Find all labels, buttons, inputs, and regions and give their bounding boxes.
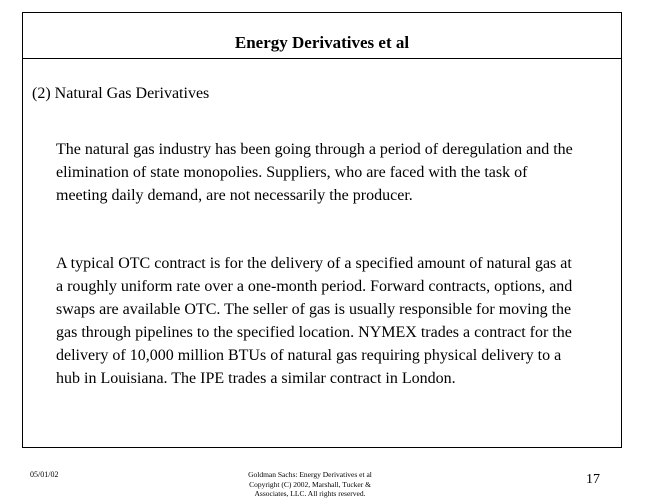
title-bar xyxy=(23,13,621,59)
paragraph-deregulation: The natural gas industry has been going through a period of deregulation and the elimination of state monopolies. Suppliers, who are faced with the task of meeting daily demand, are not necessarily the producer. xyxy=(56,141,573,204)
footer-date: 05/01/02 xyxy=(30,470,59,479)
footer-copyright-line: Associates, LLC. All rights reserved. xyxy=(254,489,366,498)
footer-copyright-line: Copyright (C) 2002, Marshall, Tucker & xyxy=(249,479,371,489)
slide-title: Energy Derivatives et al xyxy=(234,33,410,52)
footer-copyright-line: Goldman Sachs: Energy Derivatives et al xyxy=(248,470,372,479)
section-heading: (2) Natural Gas Derivatives xyxy=(32,85,210,102)
page-number: 17 xyxy=(586,472,600,487)
paragraph-otc-contract: A typical OTC contract is for the delivery of a specified amount of natural gas at a roughly uniform rate over a one-month period. Forward contracts, options, and swaps are available OTC. The seller of gas is usually responsible for moving the gas through pipelines to the specified location. NYMEX trades a contract for the delivery of 10,000 million BTUs of natural gas requiring physical delivery to a hub in Louisiana. The IPE trades a similar contract in London. xyxy=(56,255,573,387)
footer-copyright xyxy=(210,470,410,499)
